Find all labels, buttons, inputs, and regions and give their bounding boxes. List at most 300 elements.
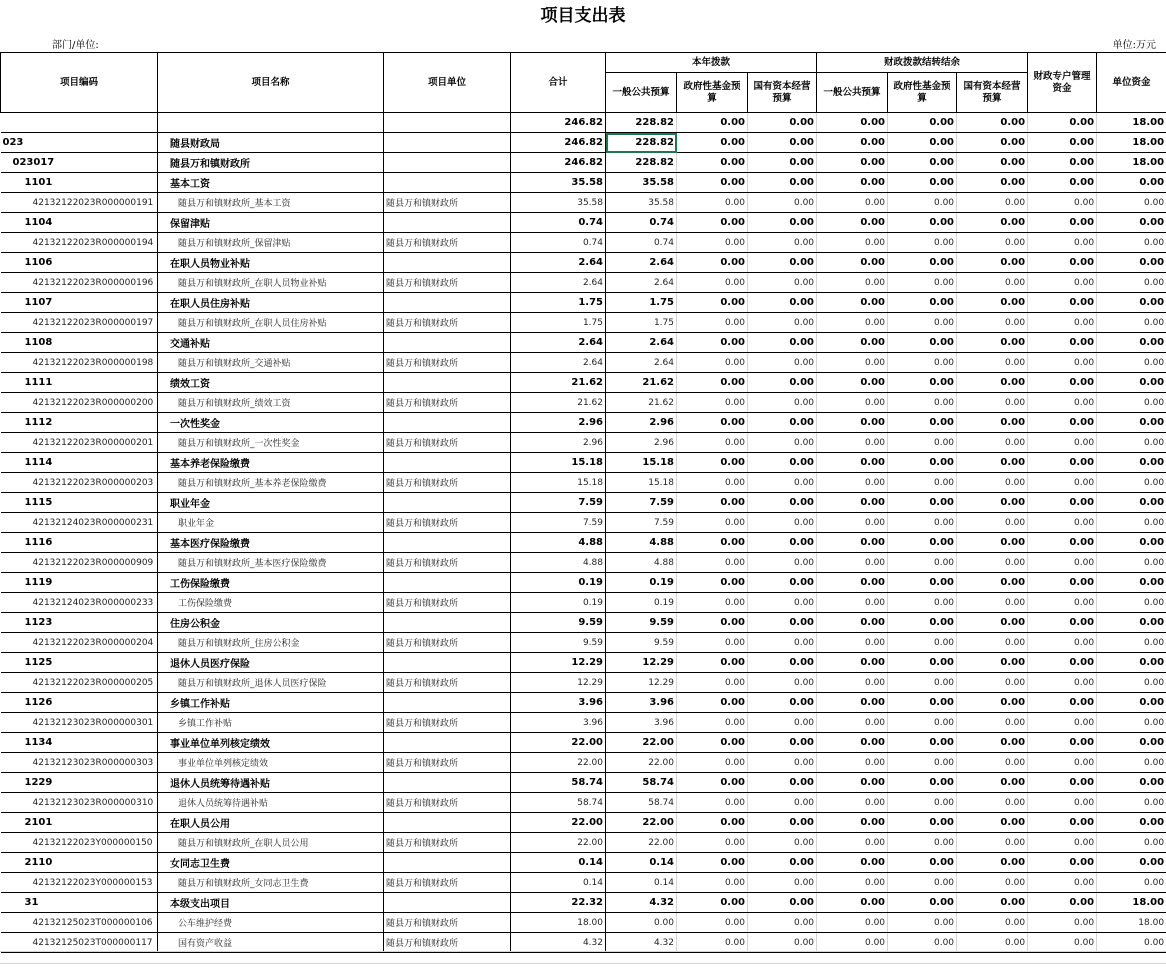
amount-cell[interactable]: 0.00 <box>748 333 817 353</box>
amount-cell[interactable]: 3.96 <box>606 713 677 733</box>
amount-cell[interactable]: 0.00 <box>1028 793 1097 813</box>
amount-cell[interactable]: 0.00 <box>1028 273 1097 293</box>
amount-cell[interactable]: 0.00 <box>677 273 748 293</box>
amount-cell[interactable]: 1.75 <box>606 293 677 313</box>
amount-cell[interactable]: 0.00 <box>817 373 888 393</box>
amount-cell[interactable]: 0.00 <box>1097 613 1166 633</box>
amount-cell[interactable]: 0.00 <box>677 113 748 133</box>
amount-cell[interactable]: 0.00 <box>1097 933 1166 953</box>
table-row[interactable] <box>1 693 1166 713</box>
amount-cell[interactable]: 0.00 <box>1028 453 1097 473</box>
amount-cell[interactable]: 0.00 <box>677 413 748 433</box>
amount-cell[interactable]: 0.00 <box>957 333 1028 353</box>
amount-cell[interactable]: 18.00 <box>1097 153 1166 173</box>
amount-cell[interactable]: 0.00 <box>1028 173 1097 193</box>
amount-cell[interactable]: 18.00 <box>1097 133 1166 153</box>
amount-cell[interactable]: 0.00 <box>817 873 888 893</box>
project-code-cell[interactable]: 42132122023R000000191 <box>1 193 158 213</box>
amount-cell[interactable]: 2.96 <box>606 413 677 433</box>
project-unit-cell[interactable]: 随县万和镇财政所 <box>384 473 511 493</box>
amount-cell[interactable]: 0.00 <box>817 393 888 413</box>
amount-cell[interactable]: 58.74 <box>606 773 677 793</box>
amount-cell[interactable]: 0.00 <box>888 673 957 693</box>
amount-cell[interactable]: 0.00 <box>817 673 888 693</box>
total-cell[interactable]: 2.64 <box>511 273 606 293</box>
amount-cell[interactable]: 0.00 <box>606 913 677 933</box>
amount-cell[interactable]: 0.00 <box>748 713 817 733</box>
project-name-cell[interactable] <box>158 113 384 133</box>
amount-cell[interactable]: 0.00 <box>817 473 888 493</box>
project-name-cell[interactable]: 乡镇工作补贴 <box>158 713 384 733</box>
project-name-cell[interactable]: 工伤保险缴费 <box>158 573 384 593</box>
amount-cell[interactable]: 0.00 <box>1028 573 1097 593</box>
amount-cell[interactable]: 58.74 <box>606 793 677 813</box>
project-name-cell[interactable]: 随县万和镇财政所_基本工资 <box>158 193 384 213</box>
amount-cell[interactable]: 0.00 <box>1097 293 1166 313</box>
amount-cell[interactable]: 0.00 <box>888 173 957 193</box>
amount-cell[interactable]: 0.00 <box>1028 493 1097 513</box>
amount-cell[interactable]: 0.00 <box>888 833 957 853</box>
project-name-cell[interactable]: 职业年金 <box>158 493 384 513</box>
table-row[interactable] <box>1 653 1166 673</box>
amount-cell[interactable]: 0.00 <box>1097 193 1166 213</box>
amount-cell[interactable]: 0.00 <box>888 633 957 653</box>
amount-cell[interactable]: 0.00 <box>677 553 748 573</box>
amount-cell[interactable]: 2.64 <box>606 333 677 353</box>
amount-cell[interactable]: 0.00 <box>817 593 888 613</box>
amount-cell[interactable]: 0.00 <box>817 453 888 473</box>
project-unit-cell[interactable] <box>384 133 511 153</box>
project-unit-cell[interactable] <box>384 413 511 433</box>
project-unit-cell[interactable] <box>384 813 511 833</box>
amount-cell[interactable]: 12.29 <box>606 673 677 693</box>
amount-cell[interactable]: 35.58 <box>606 173 677 193</box>
amount-cell[interactable]: 0.00 <box>748 913 817 933</box>
amount-cell[interactable]: 0.00 <box>817 293 888 313</box>
table-row[interactable] <box>1 713 1166 733</box>
table-row[interactable] <box>1 853 1166 873</box>
amount-cell[interactable]: 0.00 <box>1028 393 1097 413</box>
amount-cell[interactable]: 0.00 <box>748 373 817 393</box>
total-cell[interactable]: 4.32 <box>511 933 606 953</box>
total-cell[interactable]: 15.18 <box>511 453 606 473</box>
amount-cell[interactable]: 0.00 <box>817 653 888 673</box>
project-unit-cell[interactable]: 随县万和镇财政所 <box>384 713 511 733</box>
total-cell[interactable]: 246.82 <box>511 113 606 133</box>
project-code-cell[interactable]: 1125 <box>1 653 158 673</box>
project-name-cell[interactable]: 随县万和镇财政所_住房公积金 <box>158 633 384 653</box>
amount-cell[interactable]: 0.00 <box>888 573 957 593</box>
amount-cell[interactable]: 0.00 <box>748 533 817 553</box>
table-row[interactable] <box>1 113 1166 133</box>
amount-cell[interactable]: 0.00 <box>1097 333 1166 353</box>
project-code-cell[interactable]: 42132125023T000000106 <box>1 913 158 933</box>
amount-cell[interactable]: 0.00 <box>957 793 1028 813</box>
amount-cell[interactable]: 228.82 <box>606 133 677 153</box>
table-row[interactable] <box>1 493 1166 513</box>
total-cell[interactable]: 1.75 <box>511 293 606 313</box>
amount-cell[interactable]: 0.00 <box>1097 853 1166 873</box>
amount-cell[interactable]: 0.00 <box>957 913 1028 933</box>
amount-cell[interactable]: 0.00 <box>748 473 817 493</box>
amount-cell[interactable]: 0.00 <box>888 793 957 813</box>
amount-cell[interactable]: 22.00 <box>606 813 677 833</box>
amount-cell[interactable]: 0.00 <box>677 133 748 153</box>
project-name-cell[interactable]: 在职人员物业补贴 <box>158 253 384 273</box>
amount-cell[interactable]: 0.00 <box>677 853 748 873</box>
total-cell[interactable]: 3.96 <box>511 693 606 713</box>
amount-cell[interactable]: 0.00 <box>957 513 1028 533</box>
project-name-cell[interactable]: 随县万和镇财政所_基本养老保险缴费 <box>158 473 384 493</box>
amount-cell[interactable]: 0.00 <box>1028 613 1097 633</box>
amount-cell[interactable]: 0.00 <box>888 893 957 913</box>
amount-cell[interactable]: 0.00 <box>1097 393 1166 413</box>
project-unit-cell[interactable]: 随县万和镇财政所 <box>384 313 511 333</box>
amount-cell[interactable]: 0.00 <box>817 553 888 573</box>
amount-cell[interactable]: 0.00 <box>677 873 748 893</box>
amount-cell[interactable]: 21.62 <box>606 393 677 413</box>
project-code-cell[interactable]: 023 <box>1 133 158 153</box>
table-row[interactable] <box>1 273 1166 293</box>
amount-cell[interactable]: 0.00 <box>677 253 748 273</box>
amount-cell[interactable]: 0.00 <box>1028 753 1097 773</box>
project-code-cell[interactable]: 42132122023R000000200 <box>1 393 158 413</box>
total-cell[interactable]: 35.58 <box>511 193 606 213</box>
amount-cell[interactable]: 0.00 <box>748 553 817 573</box>
amount-cell[interactable]: 228.82 <box>606 153 677 173</box>
project-unit-cell[interactable]: 随县万和镇财政所 <box>384 193 511 213</box>
total-cell[interactable]: 15.18 <box>511 473 606 493</box>
amount-cell[interactable]: 0.00 <box>957 573 1028 593</box>
amount-cell[interactable]: 0.00 <box>888 273 957 293</box>
amount-cell[interactable]: 0.00 <box>957 213 1028 233</box>
amount-cell[interactable]: 0.00 <box>1097 733 1166 753</box>
project-name-cell[interactable]: 退休人员统筹待遇补贴 <box>158 793 384 813</box>
amount-cell[interactable]: 0.00 <box>817 933 888 953</box>
amount-cell[interactable]: 0.00 <box>1028 113 1097 133</box>
project-code-cell[interactable] <box>1 113 158 133</box>
amount-cell[interactable]: 0.00 <box>1097 433 1166 453</box>
total-cell[interactable]: 2.64 <box>511 353 606 373</box>
amount-cell[interactable]: 0.00 <box>677 293 748 313</box>
project-unit-cell[interactable] <box>384 893 511 913</box>
project-name-cell[interactable]: 随县万和镇财政所_保留津贴 <box>158 233 384 253</box>
amount-cell[interactable]: 0.00 <box>748 893 817 913</box>
amount-cell[interactable]: 0.00 <box>1028 693 1097 713</box>
project-code-cell[interactable]: 31 <box>1 893 158 913</box>
amount-cell[interactable]: 0.00 <box>817 893 888 913</box>
amount-cell[interactable]: 0.00 <box>888 773 957 793</box>
project-unit-cell[interactable] <box>384 613 511 633</box>
amount-cell[interactable]: 0.00 <box>1028 513 1097 533</box>
table-row[interactable] <box>1 733 1166 753</box>
amount-cell[interactable]: 0.00 <box>677 693 748 713</box>
amount-cell[interactable]: 18.00 <box>1097 893 1166 913</box>
amount-cell[interactable]: 0.00 <box>888 533 957 553</box>
table-row[interactable] <box>1 193 1166 213</box>
project-unit-cell[interactable]: 随县万和镇财政所 <box>384 393 511 413</box>
amount-cell[interactable]: 0.00 <box>957 293 1028 313</box>
total-cell[interactable]: 12.29 <box>511 673 606 693</box>
amount-cell[interactable]: 0.00 <box>957 753 1028 773</box>
amount-cell[interactable]: 0.00 <box>1097 473 1166 493</box>
project-code-cell[interactable]: 1101 <box>1 173 158 193</box>
project-name-cell[interactable]: 在职人员公用 <box>158 813 384 833</box>
amount-cell[interactable]: 0.00 <box>748 253 817 273</box>
amount-cell[interactable]: 0.00 <box>1097 573 1166 593</box>
amount-cell[interactable]: 2.64 <box>606 353 677 373</box>
amount-cell[interactable]: 0.00 <box>817 753 888 773</box>
amount-cell[interactable]: 0.00 <box>888 713 957 733</box>
amount-cell[interactable]: 2.96 <box>606 433 677 453</box>
amount-cell[interactable]: 0.00 <box>1028 893 1097 913</box>
amount-cell[interactable]: 0.00 <box>677 193 748 213</box>
project-unit-cell[interactable]: 随县万和镇财政所 <box>384 833 511 853</box>
amount-cell[interactable]: 0.00 <box>1097 353 1166 373</box>
amount-cell[interactable]: 22.00 <box>606 833 677 853</box>
amount-cell[interactable]: 0.00 <box>677 893 748 913</box>
amount-cell[interactable]: 0.00 <box>1097 553 1166 573</box>
amount-cell[interactable]: 0.00 <box>677 773 748 793</box>
amount-cell[interactable]: 0.00 <box>748 353 817 373</box>
amount-cell[interactable]: 0.00 <box>1028 353 1097 373</box>
amount-cell[interactable]: 0.00 <box>748 573 817 593</box>
project-code-cell[interactable]: 42132122023R000000194 <box>1 233 158 253</box>
total-cell[interactable]: 9.59 <box>511 613 606 633</box>
amount-cell[interactable]: 0.00 <box>817 633 888 653</box>
amount-cell[interactable]: 0.00 <box>748 633 817 653</box>
total-cell[interactable]: 35.58 <box>511 173 606 193</box>
project-unit-cell[interactable]: 随县万和镇财政所 <box>384 633 511 653</box>
project-unit-cell[interactable] <box>384 153 511 173</box>
project-unit-cell[interactable] <box>384 493 511 513</box>
total-cell[interactable]: 0.14 <box>511 873 606 893</box>
amount-cell[interactable]: 4.32 <box>606 893 677 913</box>
amount-cell[interactable]: 0.00 <box>817 193 888 213</box>
project-code-cell[interactable]: 42132122023R000000909 <box>1 553 158 573</box>
project-name-cell[interactable]: 随县万和镇财政所_一次性奖金 <box>158 433 384 453</box>
project-unit-cell[interactable]: 随县万和镇财政所 <box>384 513 511 533</box>
amount-cell[interactable]: 0.00 <box>748 733 817 753</box>
amount-cell[interactable]: 0.00 <box>1097 833 1166 853</box>
amount-cell[interactable]: 0.00 <box>1097 253 1166 273</box>
project-name-cell[interactable]: 在职人员住房补贴 <box>158 293 384 313</box>
project-name-cell[interactable]: 事业单位单列核定绩效 <box>158 753 384 773</box>
amount-cell[interactable]: 21.62 <box>606 373 677 393</box>
amount-cell[interactable]: 0.00 <box>1028 293 1097 313</box>
project-name-cell[interactable]: 退休人员医疗保险 <box>158 653 384 673</box>
amount-cell[interactable]: 0.00 <box>888 313 957 333</box>
amount-cell[interactable]: 0.00 <box>1028 773 1097 793</box>
amount-cell[interactable]: 0.00 <box>957 313 1028 333</box>
project-code-cell[interactable]: 1108 <box>1 333 158 353</box>
amount-cell[interactable]: 0.74 <box>606 233 677 253</box>
project-unit-cell[interactable]: 随县万和镇财政所 <box>384 553 511 573</box>
amount-cell[interactable]: 0.00 <box>748 673 817 693</box>
amount-cell[interactable]: 0.00 <box>817 913 888 933</box>
amount-cell[interactable]: 0.00 <box>957 613 1028 633</box>
amount-cell[interactable]: 0.19 <box>606 573 677 593</box>
project-code-cell[interactable]: 2110 <box>1 853 158 873</box>
project-code-cell[interactable]: 1123 <box>1 613 158 633</box>
project-name-cell[interactable]: 职业年金 <box>158 513 384 533</box>
project-name-cell[interactable]: 随县万和镇财政所_基本医疗保险缴费 <box>158 553 384 573</box>
project-unit-cell[interactable] <box>384 253 511 273</box>
amount-cell[interactable]: 0.00 <box>677 233 748 253</box>
amount-cell[interactable]: 4.88 <box>606 553 677 573</box>
amount-cell[interactable]: 0.00 <box>888 473 957 493</box>
amount-cell[interactable]: 0.00 <box>748 153 817 173</box>
project-name-cell[interactable]: 住房公积金 <box>158 613 384 633</box>
amount-cell[interactable]: 0.00 <box>677 353 748 373</box>
amount-cell[interactable]: 18.00 <box>1097 113 1166 133</box>
amount-cell[interactable]: 0.00 <box>817 333 888 353</box>
project-name-cell[interactable]: 交通补贴 <box>158 333 384 353</box>
table-row[interactable] <box>1 453 1166 473</box>
amount-cell[interactable]: 0.14 <box>606 853 677 873</box>
table-row[interactable] <box>1 913 1166 933</box>
amount-cell[interactable]: 0.00 <box>1097 533 1166 553</box>
amount-cell[interactable]: 35.58 <box>606 193 677 213</box>
total-cell[interactable]: 4.88 <box>511 533 606 553</box>
amount-cell[interactable]: 0.00 <box>1028 533 1097 553</box>
amount-cell[interactable]: 0.00 <box>957 633 1028 653</box>
project-name-cell[interactable]: 随县万和镇财政所_在职人员住房补贴 <box>158 313 384 333</box>
amount-cell[interactable]: 0.00 <box>888 933 957 953</box>
amount-cell[interactable]: 0.00 <box>677 673 748 693</box>
amount-cell[interactable]: 0.00 <box>748 753 817 773</box>
amount-cell[interactable]: 0.00 <box>1028 413 1097 433</box>
project-unit-cell[interactable] <box>384 733 511 753</box>
table-row[interactable] <box>1 473 1166 493</box>
amount-cell[interactable]: 0.00 <box>677 613 748 633</box>
total-cell[interactable]: 2.96 <box>511 413 606 433</box>
total-cell[interactable]: 2.64 <box>511 253 606 273</box>
table-row[interactable] <box>1 613 1166 633</box>
table-row[interactable] <box>1 153 1166 173</box>
table-row[interactable] <box>1 313 1166 333</box>
table-row[interactable] <box>1 873 1166 893</box>
amount-cell[interactable]: 0.00 <box>1097 793 1166 813</box>
amount-cell[interactable]: 0.00 <box>817 253 888 273</box>
amount-cell[interactable]: 0.00 <box>677 453 748 473</box>
amount-cell[interactable]: 0.00 <box>1097 693 1166 713</box>
amount-cell[interactable]: 0.00 <box>677 473 748 493</box>
project-unit-cell[interactable] <box>384 113 511 133</box>
project-code-cell[interactable]: 42132122023R000000196 <box>1 273 158 293</box>
project-unit-cell[interactable] <box>384 373 511 393</box>
amount-cell[interactable]: 0.00 <box>957 153 1028 173</box>
amount-cell[interactable]: 0.00 <box>1028 633 1097 653</box>
amount-cell[interactable]: 0.00 <box>888 373 957 393</box>
amount-cell[interactable]: 0.00 <box>1028 673 1097 693</box>
total-cell[interactable]: 22.00 <box>511 753 606 773</box>
table-row[interactable] <box>1 173 1166 193</box>
amount-cell[interactable]: 0.00 <box>957 353 1028 373</box>
amount-cell[interactable]: 1.75 <box>606 313 677 333</box>
amount-cell[interactable]: 0.00 <box>1028 913 1097 933</box>
amount-cell[interactable]: 0.00 <box>1028 813 1097 833</box>
amount-cell[interactable]: 0.00 <box>677 373 748 393</box>
total-cell[interactable]: 18.00 <box>511 913 606 933</box>
table-row[interactable] <box>1 893 1166 913</box>
project-code-cell[interactable]: 1229 <box>1 773 158 793</box>
amount-cell[interactable]: 0.00 <box>957 673 1028 693</box>
amount-cell[interactable]: 0.00 <box>888 913 957 933</box>
project-code-cell[interactable]: 023017 <box>1 153 158 173</box>
amount-cell[interactable]: 0.00 <box>957 233 1028 253</box>
project-code-cell[interactable]: 1119 <box>1 573 158 593</box>
amount-cell[interactable]: 0.00 <box>888 133 957 153</box>
amount-cell[interactable]: 0.00 <box>1097 413 1166 433</box>
amount-cell[interactable]: 18.00 <box>1097 913 1166 933</box>
table-row[interactable] <box>1 293 1166 313</box>
amount-cell[interactable]: 0.00 <box>677 633 748 653</box>
table-row[interactable] <box>1 573 1166 593</box>
project-code-cell[interactable]: 42132123023R000000303 <box>1 753 158 773</box>
total-cell[interactable]: 22.00 <box>511 733 606 753</box>
amount-cell[interactable]: 0.00 <box>677 813 748 833</box>
total-cell[interactable]: 7.59 <box>511 493 606 513</box>
amount-cell[interactable]: 0.00 <box>1028 593 1097 613</box>
project-unit-cell[interactable] <box>384 173 511 193</box>
project-code-cell[interactable]: 42132122023R000000201 <box>1 433 158 453</box>
project-code-cell[interactable]: 1116 <box>1 533 158 553</box>
project-code-cell[interactable]: 42132122023R000000198 <box>1 353 158 373</box>
amount-cell[interactable]: 0.00 <box>1097 673 1166 693</box>
amount-cell[interactable]: 0.00 <box>817 113 888 133</box>
amount-cell[interactable]: 2.64 <box>606 253 677 273</box>
amount-cell[interactable]: 0.00 <box>888 213 957 233</box>
project-unit-cell[interactable] <box>384 693 511 713</box>
amount-cell[interactable]: 0.00 <box>677 493 748 513</box>
amount-cell[interactable]: 0.00 <box>1028 373 1097 393</box>
amount-cell[interactable]: 0.00 <box>1097 633 1166 653</box>
table-row[interactable] <box>1 213 1166 233</box>
amount-cell[interactable]: 22.00 <box>606 753 677 773</box>
project-code-cell[interactable]: 42132122023R000000203 <box>1 473 158 493</box>
amount-cell[interactable]: 0.00 <box>817 733 888 753</box>
amount-cell[interactable]: 0.00 <box>957 473 1028 493</box>
amount-cell[interactable]: 0.00 <box>888 333 957 353</box>
amount-cell[interactable]: 0.00 <box>957 433 1028 453</box>
project-code-cell[interactable]: 42132122023Y000000153 <box>1 873 158 893</box>
amount-cell[interactable]: 0.00 <box>1097 713 1166 733</box>
amount-cell[interactable]: 0.00 <box>1097 813 1166 833</box>
amount-cell[interactable]: 0.00 <box>957 713 1028 733</box>
amount-cell[interactable]: 0.00 <box>957 173 1028 193</box>
project-code-cell[interactable]: 1111 <box>1 373 158 393</box>
table-row[interactable] <box>1 513 1166 533</box>
table-row[interactable] <box>1 933 1166 953</box>
amount-cell[interactable]: 0.00 <box>748 773 817 793</box>
amount-cell[interactable]: 0.00 <box>888 733 957 753</box>
table-row[interactable] <box>1 813 1166 833</box>
amount-cell[interactable]: 0.00 <box>748 113 817 133</box>
amount-cell[interactable]: 0.00 <box>1028 873 1097 893</box>
amount-cell[interactable]: 0.00 <box>1097 593 1166 613</box>
project-unit-cell[interactable]: 随县万和镇财政所 <box>384 873 511 893</box>
amount-cell[interactable]: 0.00 <box>1097 653 1166 673</box>
amount-cell[interactable]: 0.00 <box>677 573 748 593</box>
amount-cell[interactable]: 0.00 <box>957 873 1028 893</box>
table-row[interactable] <box>1 373 1166 393</box>
amount-cell[interactable]: 0.00 <box>817 493 888 513</box>
table-row[interactable] <box>1 353 1166 373</box>
amount-cell[interactable]: 0.00 <box>888 873 957 893</box>
project-name-cell[interactable]: 随县万和镇财政所_交通补贴 <box>158 353 384 373</box>
project-name-cell[interactable]: 随县万和镇财政所_在职人员公用 <box>158 833 384 853</box>
